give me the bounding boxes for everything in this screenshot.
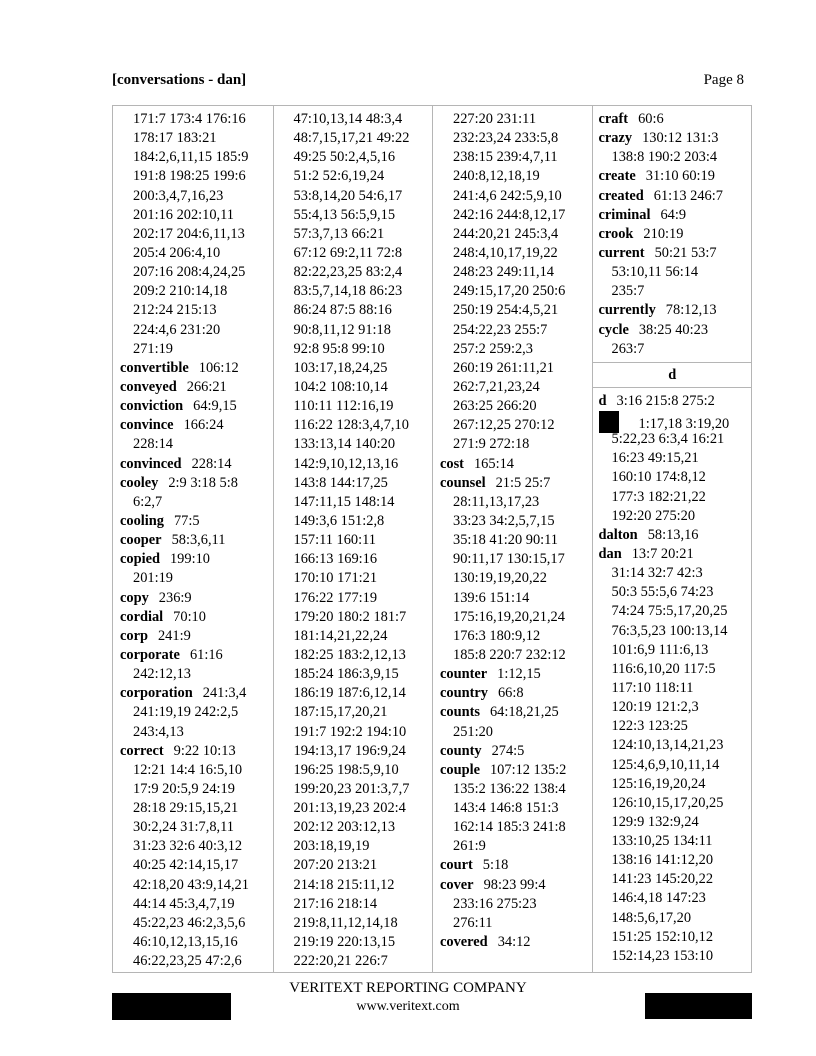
- index-continuation-line: 82:22,23,25 83:2,4: [293, 264, 403, 281]
- index-continuation-line: 214:18 215:11,12: [293, 876, 395, 893]
- index-continuation-line: 194:13,17 196:9,24: [293, 742, 406, 759]
- index-entry: [599, 244, 751, 263]
- entry-pages: 107:12 135:2: [489, 761, 567, 778]
- index-continuation-line: 92:8 95:8 99:10: [293, 340, 385, 357]
- index-continuation-line: 243:4,13: [133, 723, 184, 740]
- entry-term: cover: [440, 876, 474, 893]
- index-continuation-line: 152:14,23 153:10: [611, 947, 714, 964]
- entry-pages: 64:9,15: [193, 398, 237, 415]
- page-title: [conversations - dan]: [112, 72, 247, 88]
- index-continuation-line: 207:16 208:4,24,25: [133, 264, 246, 281]
- index-entry: [599, 129, 751, 148]
- index-continuation-line: 28:11,13,17,23: [453, 493, 540, 510]
- entry-term: currently: [598, 302, 656, 319]
- index-continuation-line: 31:23 32:6 40:3,12: [133, 838, 243, 855]
- index-continuation-line: 151:25 152:10,12: [611, 928, 714, 945]
- index-continuation-line: 251:20: [453, 723, 493, 740]
- footer-website: www.veritext.com: [356, 999, 460, 1014]
- index-continuation-line: 212:24 215:13: [133, 302, 217, 319]
- entry-pages: 78:12,13: [665, 302, 717, 319]
- index-entry: [440, 876, 588, 895]
- index-continuation-line: 227:20 231:11: [453, 111, 537, 127]
- index-continuation-line: 241:19,19 242:2,5: [133, 704, 239, 721]
- index-entry: [440, 474, 588, 493]
- index-continuation-line: 126:10,15,17,20,25: [611, 794, 724, 811]
- entry-pages: 165:14: [473, 455, 514, 472]
- index-entry: [120, 397, 269, 416]
- index-continuation-line: 48:7,15,17,21 49:22: [293, 130, 410, 147]
- index-continuation-line: 232:23,24 233:5,8: [453, 130, 559, 147]
- entry-pages: 34:12: [497, 934, 531, 951]
- index-continuation-line: 271:19: [133, 340, 173, 357]
- index-continuation-line: 31:14 32:7 42:3: [611, 565, 703, 582]
- index-entry: [440, 665, 588, 684]
- index-continuation-line: 116:6,10,20 117:5: [611, 660, 716, 677]
- entry-term: convinced: [120, 455, 182, 472]
- entry-pages: 64:18,21,25: [489, 704, 559, 721]
- index-continuation-line: 103:17,18,24,25: [293, 359, 388, 376]
- index-continuation-line: 33:23 34:2,5,7,15: [453, 512, 555, 529]
- index-entry: [120, 646, 269, 665]
- index-continuation-line: 139:6 151:14: [453, 589, 530, 606]
- entry-term: county: [440, 742, 482, 759]
- entry-pages: 106:12: [198, 359, 239, 376]
- index-continuation-line: 263:25 266:20: [453, 398, 537, 415]
- index-column-2: [273, 106, 433, 972]
- entry-term: crook: [598, 225, 634, 242]
- index-continuation-line: 49:25 50:2,4,5,16: [293, 149, 396, 166]
- index-continuation-line: 46:10,12,13,15,16: [133, 934, 238, 951]
- entry-pages: 266:21: [186, 378, 227, 395]
- index-continuation-line: 138:8 190:2 203:4: [611, 149, 718, 166]
- index-continuation-line: 249:15,17,20 250:6: [453, 283, 566, 300]
- entry-term: corporation: [120, 685, 193, 702]
- index-continuation-line: 50:3 55:5,6 74:23: [611, 584, 714, 601]
- entry-pages: 13:7 20:21: [631, 545, 694, 562]
- index-continuation-line: 202:12 203:12,13: [293, 819, 396, 836]
- index-continuation-line: 238:15 239:4,7,11: [453, 149, 558, 166]
- index-continuation-line: 181:14,21,22,24: [293, 627, 388, 644]
- index-continuation-line: 235:7: [611, 283, 645, 300]
- entry-term: cooling: [120, 512, 164, 529]
- index-entry: [120, 378, 269, 397]
- entry-pages: 241:9: [157, 627, 191, 644]
- index-continuation-line: 261:9: [453, 838, 486, 855]
- index-entry: [120, 531, 269, 550]
- index-continuation-line: 142:9,10,12,13,16: [293, 455, 399, 472]
- index-entry: [599, 167, 751, 186]
- index-continuation-line: 125:16,19,20,24: [611, 775, 706, 792]
- index-continuation-line: 191:7 192:2 194:10: [293, 723, 407, 740]
- index-continuation-line: 147:11,15 148:14: [293, 493, 395, 510]
- index-entry: [120, 684, 269, 703]
- index-continuation-line: 120:19 121:2,3: [611, 699, 699, 716]
- index-continuation-line: 35:18 41:20 90:11: [453, 532, 558, 549]
- index-continuation-line: 51:2 52:6,19,24: [293, 168, 385, 185]
- index-entry: [120, 455, 269, 474]
- entry-pages: 98:23 99:4: [483, 876, 546, 893]
- index-continuation-line: 17:9 20:5,9 24:19: [133, 780, 235, 797]
- index-continuation-line: 176:22 177:19: [293, 589, 378, 606]
- index-continuation-line: 241:4,6 242:5,9,10: [453, 187, 562, 204]
- index-column-4: [592, 106, 751, 972]
- entry-pages: 58:3,6,11: [171, 532, 226, 549]
- index-continuation-line: 133:10,25 134:11: [611, 833, 713, 850]
- index-continuation-line: 199:20,23 201:3,7,7: [293, 780, 410, 797]
- index-continuation-line: 57:3,7,13 66:21: [293, 225, 385, 242]
- index-continuation-line: 160:10 174:8,12: [611, 469, 706, 486]
- index-continuation-line: 185:8 220:7 232:12: [453, 646, 566, 663]
- index-continuation-line: 192:20 275:20: [611, 507, 696, 524]
- entry-pages: 61:16: [189, 646, 223, 663]
- index-column-1: [113, 106, 273, 972]
- index-continuation-line: 40:25 42:14,15,17: [133, 857, 239, 874]
- entry-term: crazy: [598, 130, 633, 147]
- index-continuation-line: 250:19 254:4,5,21: [453, 302, 559, 319]
- index-continuation-line: 267:12,25 270:12: [453, 417, 555, 434]
- index-entry: [599, 187, 751, 206]
- entry-term: correct: [120, 742, 164, 759]
- entry-term: create: [598, 168, 636, 185]
- entry-pages: 21:5 25:7: [495, 474, 551, 491]
- entry-term: couple: [440, 761, 480, 778]
- index-entry: [440, 455, 588, 474]
- redaction-bar-right: [645, 993, 752, 1019]
- entry-term: dan: [598, 545, 622, 562]
- index-continuation-line: 262:7,21,23,24: [453, 378, 540, 395]
- index-continuation-line: 90:8,11,12 91:18: [293, 321, 391, 338]
- index-continuation-line: 28:18 29:15,15,21: [133, 800, 239, 817]
- index-entry: [440, 703, 588, 722]
- index-entry: [599, 411, 751, 430]
- entry-term: counts: [440, 704, 480, 721]
- index-continuation-line: 182:25 183:2,12,13: [293, 646, 406, 663]
- index-entry: [440, 933, 588, 952]
- index-continuation-line: 44:14 45:3,4,7,19: [133, 895, 235, 912]
- index-continuation-line: 46:22,23,25 47:2,6: [133, 953, 242, 970]
- index-entry: [440, 856, 588, 875]
- index-continuation-line: 240:8,12,18,19: [453, 168, 540, 185]
- index-continuation-line: 6:2,7: [133, 493, 163, 510]
- index-continuation-line: 67:12 69:2,11 72:8: [293, 244, 403, 261]
- index-continuation-line: 122:3 123:25: [611, 718, 688, 735]
- index-continuation-line: 138:16 141:12,20: [611, 852, 714, 869]
- index-entry: [120, 627, 269, 646]
- index-continuation-line: 254:22,23 255:7: [453, 321, 548, 338]
- entry-pages: 60:6: [638, 111, 664, 127]
- entry-term: covered: [440, 934, 488, 951]
- index-continuation-line: 146:4,18 147:23: [611, 890, 706, 907]
- index-entry: [120, 589, 269, 608]
- index-continuation-line: 171:7 173:4 176:16: [133, 111, 246, 127]
- entry-pages: 5:18: [482, 857, 509, 874]
- index-column-3: [432, 106, 592, 972]
- index-continuation-line: 104:2 108:10,14: [293, 378, 388, 395]
- index-entry: [440, 742, 588, 761]
- entry-term: cooper: [120, 532, 162, 549]
- index-continuation-line: 219:8,11,12,14,18: [293, 914, 398, 931]
- index-entry: [120, 474, 269, 493]
- index-continuation-line: 179:20 180:2 181:7: [293, 608, 407, 625]
- index-continuation-line: 201:16 202:10,11: [133, 206, 235, 223]
- index-continuation-line: 200:3,4,7,16,23: [133, 187, 224, 204]
- index-continuation-line: 228:14: [133, 436, 173, 453]
- index-entry: [599, 526, 751, 545]
- index-continuation-line: 148:5,6,17,20: [611, 909, 692, 926]
- index-entry: [599, 110, 751, 129]
- index-continuation-line: 263:7: [611, 340, 645, 357]
- index-entry: [120, 359, 269, 378]
- index-continuation-line: 170:10 171:21: [293, 570, 378, 587]
- index-entry: [599, 225, 751, 244]
- index-continuation-line: 219:19 220:13,15: [293, 934, 396, 951]
- index-continuation-line: 260:19 261:11,21: [453, 359, 555, 376]
- index-continuation-line: 125:4,6,9,10,11,14: [611, 756, 720, 773]
- index-continuation-line: 116:22 128:3,4,7,10: [293, 417, 409, 434]
- entry-term: cooley: [120, 474, 159, 491]
- index-continuation-line: 205:4 206:4,10: [133, 244, 221, 261]
- index-continuation-line: 124:10,13,14,21,23: [611, 737, 724, 754]
- index-entry: [599, 392, 751, 411]
- index-continuation-line: 209:2 210:14,18: [133, 283, 228, 300]
- entry-pages: 1:17,18 3:19,20: [638, 415, 730, 432]
- index-entry: [599, 301, 751, 320]
- index-continuation-line: 203:18,19,19: [293, 838, 370, 855]
- entry-pages: 50:21 53:7: [654, 244, 717, 261]
- index-continuation-line: 30:2,24 31:7,8,11: [133, 819, 235, 836]
- entry-term: copy: [120, 589, 149, 606]
- index-entry: [599, 206, 751, 225]
- entry-term: counsel: [440, 474, 486, 491]
- index-continuation-line: 110:11 112:16,19: [293, 398, 394, 415]
- index-continuation-line: 53:8,14,20 54:6,17: [293, 187, 403, 204]
- index-grid: [112, 105, 752, 973]
- entry-pages: 2:9 3:18 5:8: [168, 474, 238, 491]
- entry-pages: 66:8: [497, 685, 524, 702]
- entry-pages: 77:5: [173, 512, 200, 529]
- entry-pages: 38:25 40:23: [638, 321, 709, 338]
- index-continuation-line: 45:22,23 46:2,3,5,6: [133, 914, 246, 931]
- index-continuation-line: 143:4 146:8 151:3: [453, 800, 559, 817]
- entry-term: convince: [120, 417, 174, 434]
- entry-term: copied: [120, 551, 160, 568]
- entry-term: cost: [440, 455, 464, 472]
- index-continuation-line: 233:16 275:23: [453, 895, 537, 912]
- index-continuation-line: 196:25 198:5,9,10: [293, 761, 399, 778]
- index-continuation-line: 207:20 213:21: [293, 857, 378, 874]
- index-continuation-line: 133:13,14 140:20: [293, 436, 396, 453]
- index-continuation-line: 242:12,13: [133, 666, 191, 683]
- entry-term: corporate: [120, 646, 180, 663]
- index-entry: [440, 684, 588, 703]
- entry-term: convertible: [120, 359, 189, 376]
- index-continuation-line: 271:9 272:18: [453, 436, 530, 453]
- entry-term: court: [440, 857, 473, 874]
- entry-pages: 199:10: [169, 551, 210, 568]
- footer-company: VERITEXT REPORTING COMPANY: [289, 980, 527, 996]
- entry-pages: 64:9: [660, 206, 687, 223]
- entry-term: cycle: [598, 321, 629, 338]
- entry-term: dalton: [598, 526, 638, 543]
- index-continuation-line: 47:10,13,14 48:3,4: [293, 111, 403, 127]
- entry-term: counter: [440, 666, 488, 683]
- index-continuation-line: 90:11,17 130:15,17: [453, 551, 565, 568]
- index-continuation-line: 178:17 183:21: [133, 130, 217, 147]
- index-continuation-line: 224:4,6 231:20: [133, 321, 221, 338]
- index-entry: [599, 321, 751, 340]
- entry-pages: 236:9: [158, 589, 192, 606]
- index-entry: [120, 416, 269, 435]
- entry-pages: 210:19: [643, 225, 684, 242]
- index-continuation-line: 276:11: [453, 914, 493, 931]
- index-continuation-line: 257:2 259:2,3: [453, 340, 533, 357]
- index-continuation-line: 135:2 136:22 138:4: [453, 780, 566, 797]
- index-continuation-line: 217:16 218:14: [293, 895, 378, 912]
- entry-pages: 58:13,16: [647, 526, 699, 543]
- entry-pages: 228:14: [191, 455, 232, 472]
- index-continuation-line: 184:2,6,11,15 185:9: [133, 149, 249, 166]
- index-continuation-line: 129:9 132:9,24: [611, 813, 699, 830]
- index-continuation-line: 185:24 186:3,9,15: [293, 666, 399, 683]
- index-continuation-line: 201:19: [133, 570, 173, 587]
- index-continuation-line: 248:4,10,17,19,22: [453, 244, 558, 261]
- section-letter-heading: d: [593, 362, 751, 388]
- index-entry: [120, 742, 269, 761]
- index-continuation-line: 83:5,7,14,18 86:23: [293, 283, 403, 300]
- index-continuation-line: 166:13 169:16: [293, 551, 378, 568]
- index-continuation-line: 55:4,13 56:5,9,15: [293, 206, 396, 223]
- entry-term: craft: [598, 111, 629, 127]
- entry-term: criminal: [598, 206, 651, 223]
- index-continuation-line: 187:15,17,20,21: [293, 704, 388, 721]
- entry-term: current: [598, 244, 645, 261]
- entry-pages: 166:24: [183, 417, 224, 434]
- entry-term: conviction: [120, 398, 184, 415]
- index-continuation-line: 141:23 145:20,22: [611, 871, 714, 888]
- index-continuation-line: 16:23 49:15,21: [611, 450, 699, 467]
- index-continuation-line: 53:10,11 56:14: [611, 264, 699, 281]
- index-entry: [120, 550, 269, 569]
- index-entry: [120, 512, 269, 531]
- index-continuation-line: 191:8 198:25 199:6: [133, 168, 246, 185]
- index-continuation-line: 162:14 185:3 241:8: [453, 819, 566, 836]
- entry-pages: 1:12,15: [497, 666, 541, 683]
- index-continuation-line: 244:20,21 245:3,4: [453, 225, 559, 242]
- index-entry: [440, 761, 588, 780]
- index-entry: [120, 608, 269, 627]
- index-continuation-line: 117:10 118:11: [611, 679, 694, 696]
- entry-pages: 3:16 215:8 275:2: [616, 392, 715, 409]
- index-continuation-line: 86:24 87:5 88:16: [293, 302, 392, 319]
- index-continuation-line: 101:6,9 111:6,13: [611, 641, 709, 658]
- redaction-bar-left: [112, 993, 231, 1020]
- index-continuation-line: 42:18,20 43:9,14,21: [133, 876, 249, 893]
- index-continuation-line: 176:3 180:9,12: [453, 627, 541, 644]
- index-continuation-line: 74:24 75:5,17,20,25: [611, 603, 728, 620]
- index-continuation-line: 130:19,19,20,22: [453, 570, 547, 587]
- entry-term: conveyed: [120, 378, 177, 395]
- index-continuation-line: 202:17 204:6,11,13: [133, 225, 245, 242]
- index-continuation-line: 177:3 182:21,22: [611, 488, 706, 505]
- entry-pages: 130:12 131:3: [642, 130, 719, 147]
- entry-pages: 241:3,4: [202, 685, 247, 702]
- entry-pages: 70:10: [173, 608, 206, 625]
- entry-term: d: [598, 392, 607, 409]
- entry-term: country: [440, 685, 488, 702]
- index-continuation-line: 143:8 144:17,25: [293, 474, 388, 491]
- index-continuation-line: 248:23 249:11,14: [453, 264, 555, 281]
- entry-term: created: [598, 187, 644, 204]
- index-continuation-line: 242:16 244:8,12,17: [453, 206, 566, 223]
- entry-pages: 274:5: [491, 742, 525, 759]
- page-number: Page 8: [703, 72, 744, 88]
- index-continuation-line: 186:19 187:6,12,14: [293, 685, 406, 702]
- index-continuation-line: 201:13,19,23 202:4: [293, 800, 406, 817]
- index-continuation-line: 12:21 14:4 16:5,10: [133, 761, 243, 778]
- entry-pages: 31:10 60:19: [645, 168, 715, 185]
- index-continuation-line: 175:16,19,20,21,24: [453, 608, 565, 625]
- index-continuation-line: 149:3,6 151:2,8: [293, 512, 385, 529]
- entry-term: cordial: [120, 608, 164, 625]
- entry-pages: 9:22 10:13: [173, 742, 236, 759]
- index-continuation-line: 5:22,23 6:3,4 16:21: [611, 431, 725, 448]
- index-continuation-line: 157:11 160:11: [293, 532, 376, 549]
- index-continuation-line: 222:20,21 226:7: [293, 953, 388, 970]
- index-entry: [599, 545, 751, 564]
- index-continuation-line: 76:3,5,23 100:13,14: [611, 622, 728, 639]
- entry-pages: 61:13 246:7: [653, 187, 723, 204]
- entry-term: corp: [120, 627, 148, 644]
